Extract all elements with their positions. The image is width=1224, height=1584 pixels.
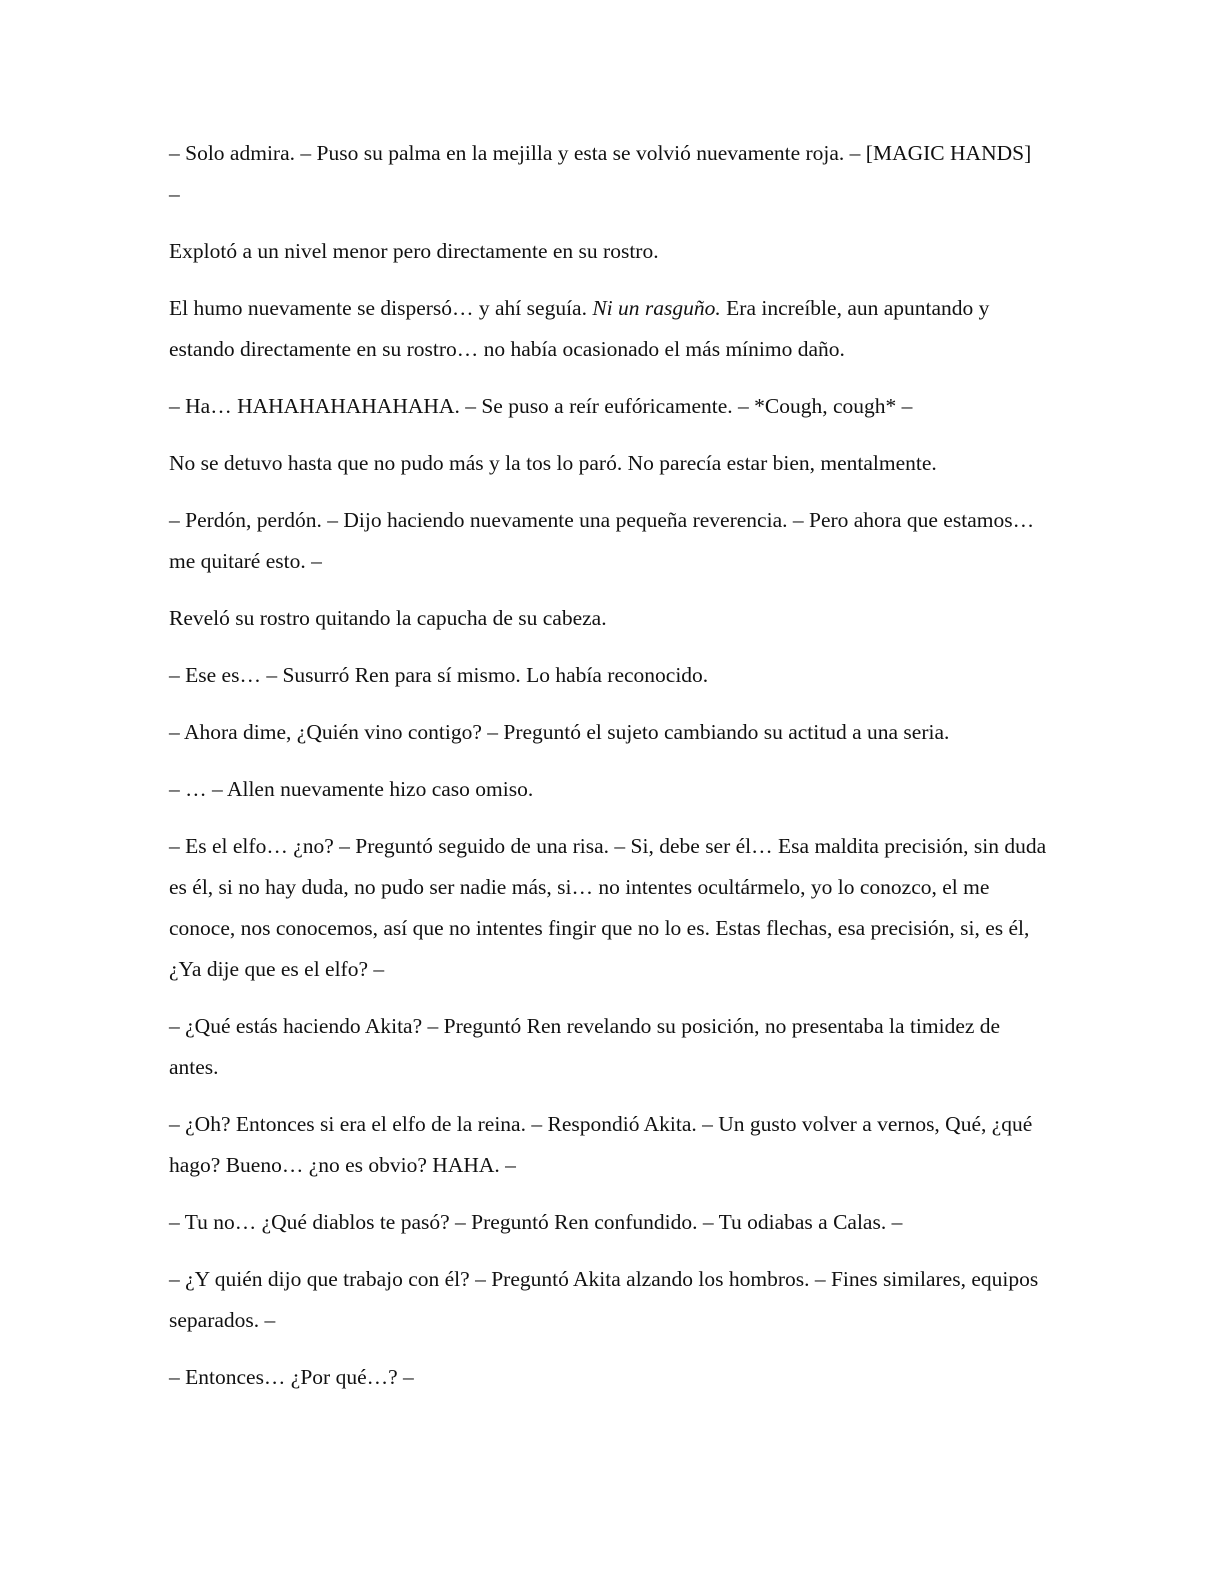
paragraph: – Ese es… – Susurró Ren para sí mismo. Lo había reconocido. (169, 663, 709, 687)
paragraph-text: El humo nuevamente se dispersó… y ahí seguía. (169, 296, 593, 320)
paragraph: – … – Allen nuevamente hizo caso omiso. (169, 777, 534, 801)
paragraph: – Perdón, perdón. – Dijo haciendo nuevamente una pequeña reverencia. – Pero ahora que estamos… me quitaré esto. – (169, 508, 1035, 573)
paragraph: – ¿Qué estás haciendo Akita? – Preguntó Ren revelando su posición, no presentaba la timidez de antes. (169, 1014, 1001, 1079)
paragraph: Reveló su rostro quitando la capucha de su cabeza. (169, 606, 607, 630)
document-body (169, 133, 1047, 1414)
paragraph: – Tu no… ¿Qué diablos te pasó? – Preguntó Ren confundido. – Tu odiabas a Calas. – (169, 1210, 903, 1234)
paragraph: – Solo admira. – Puso su palma en la mejilla y esta se volvió nuevamente roja. – [MAGIC HANDS] – (169, 141, 1032, 206)
italic-phrase: Ni un rasguño. (592, 296, 721, 320)
paragraph (169, 288, 1047, 370)
paragraph: – Es el elfo… ¿no? – Preguntó seguido de una risa. – Si, debe ser él… Esa maldita precisión, sin duda es él, si no hay duda, no pudo ser nadie más, si… no intentes ocultármelo, yo lo conozco, el me conoce, nos conocemos, así que no intentes fingir que no lo es. Estas flechas, esa precisión, si, es él, ¿Ya dije que es el elfo? – (169, 834, 1047, 981)
paragraph: Explotó a un nivel menor pero directamente en su rostro. (169, 239, 659, 263)
paragraph: – Ha… HAHAHAHAHAHAHA. – Se puso a reír eufóricamente. – *Cough, cough* – (169, 394, 913, 418)
paragraph: No se detuvo hasta que no pudo más y la tos lo paró. No parecía estar bien, mentalmente. (169, 451, 937, 475)
paragraph-text: Era increíble, aun apuntando y estando directamente en su rostro… no había ocasionado el más mínimo daño. (169, 296, 990, 361)
paragraph: – ¿Oh? Entonces si era el elfo de la reina. – Respondió Akita. – Un gusto volver a vernos, Qué, ¿qué hago? Bueno… ¿no es obvio? HAHA. – (169, 1112, 1033, 1177)
paragraph: – Ahora dime, ¿Quién vino contigo? – Preguntó el sujeto cambiando su actitud a una seria. (169, 720, 950, 744)
paragraph: – Entonces… ¿Por qué…? – (169, 1365, 414, 1389)
paragraph: – ¿Y quién dijo que trabajo con él? – Preguntó Akita alzando los hombros. – Fines similares, equipos separados. – (169, 1267, 1039, 1332)
